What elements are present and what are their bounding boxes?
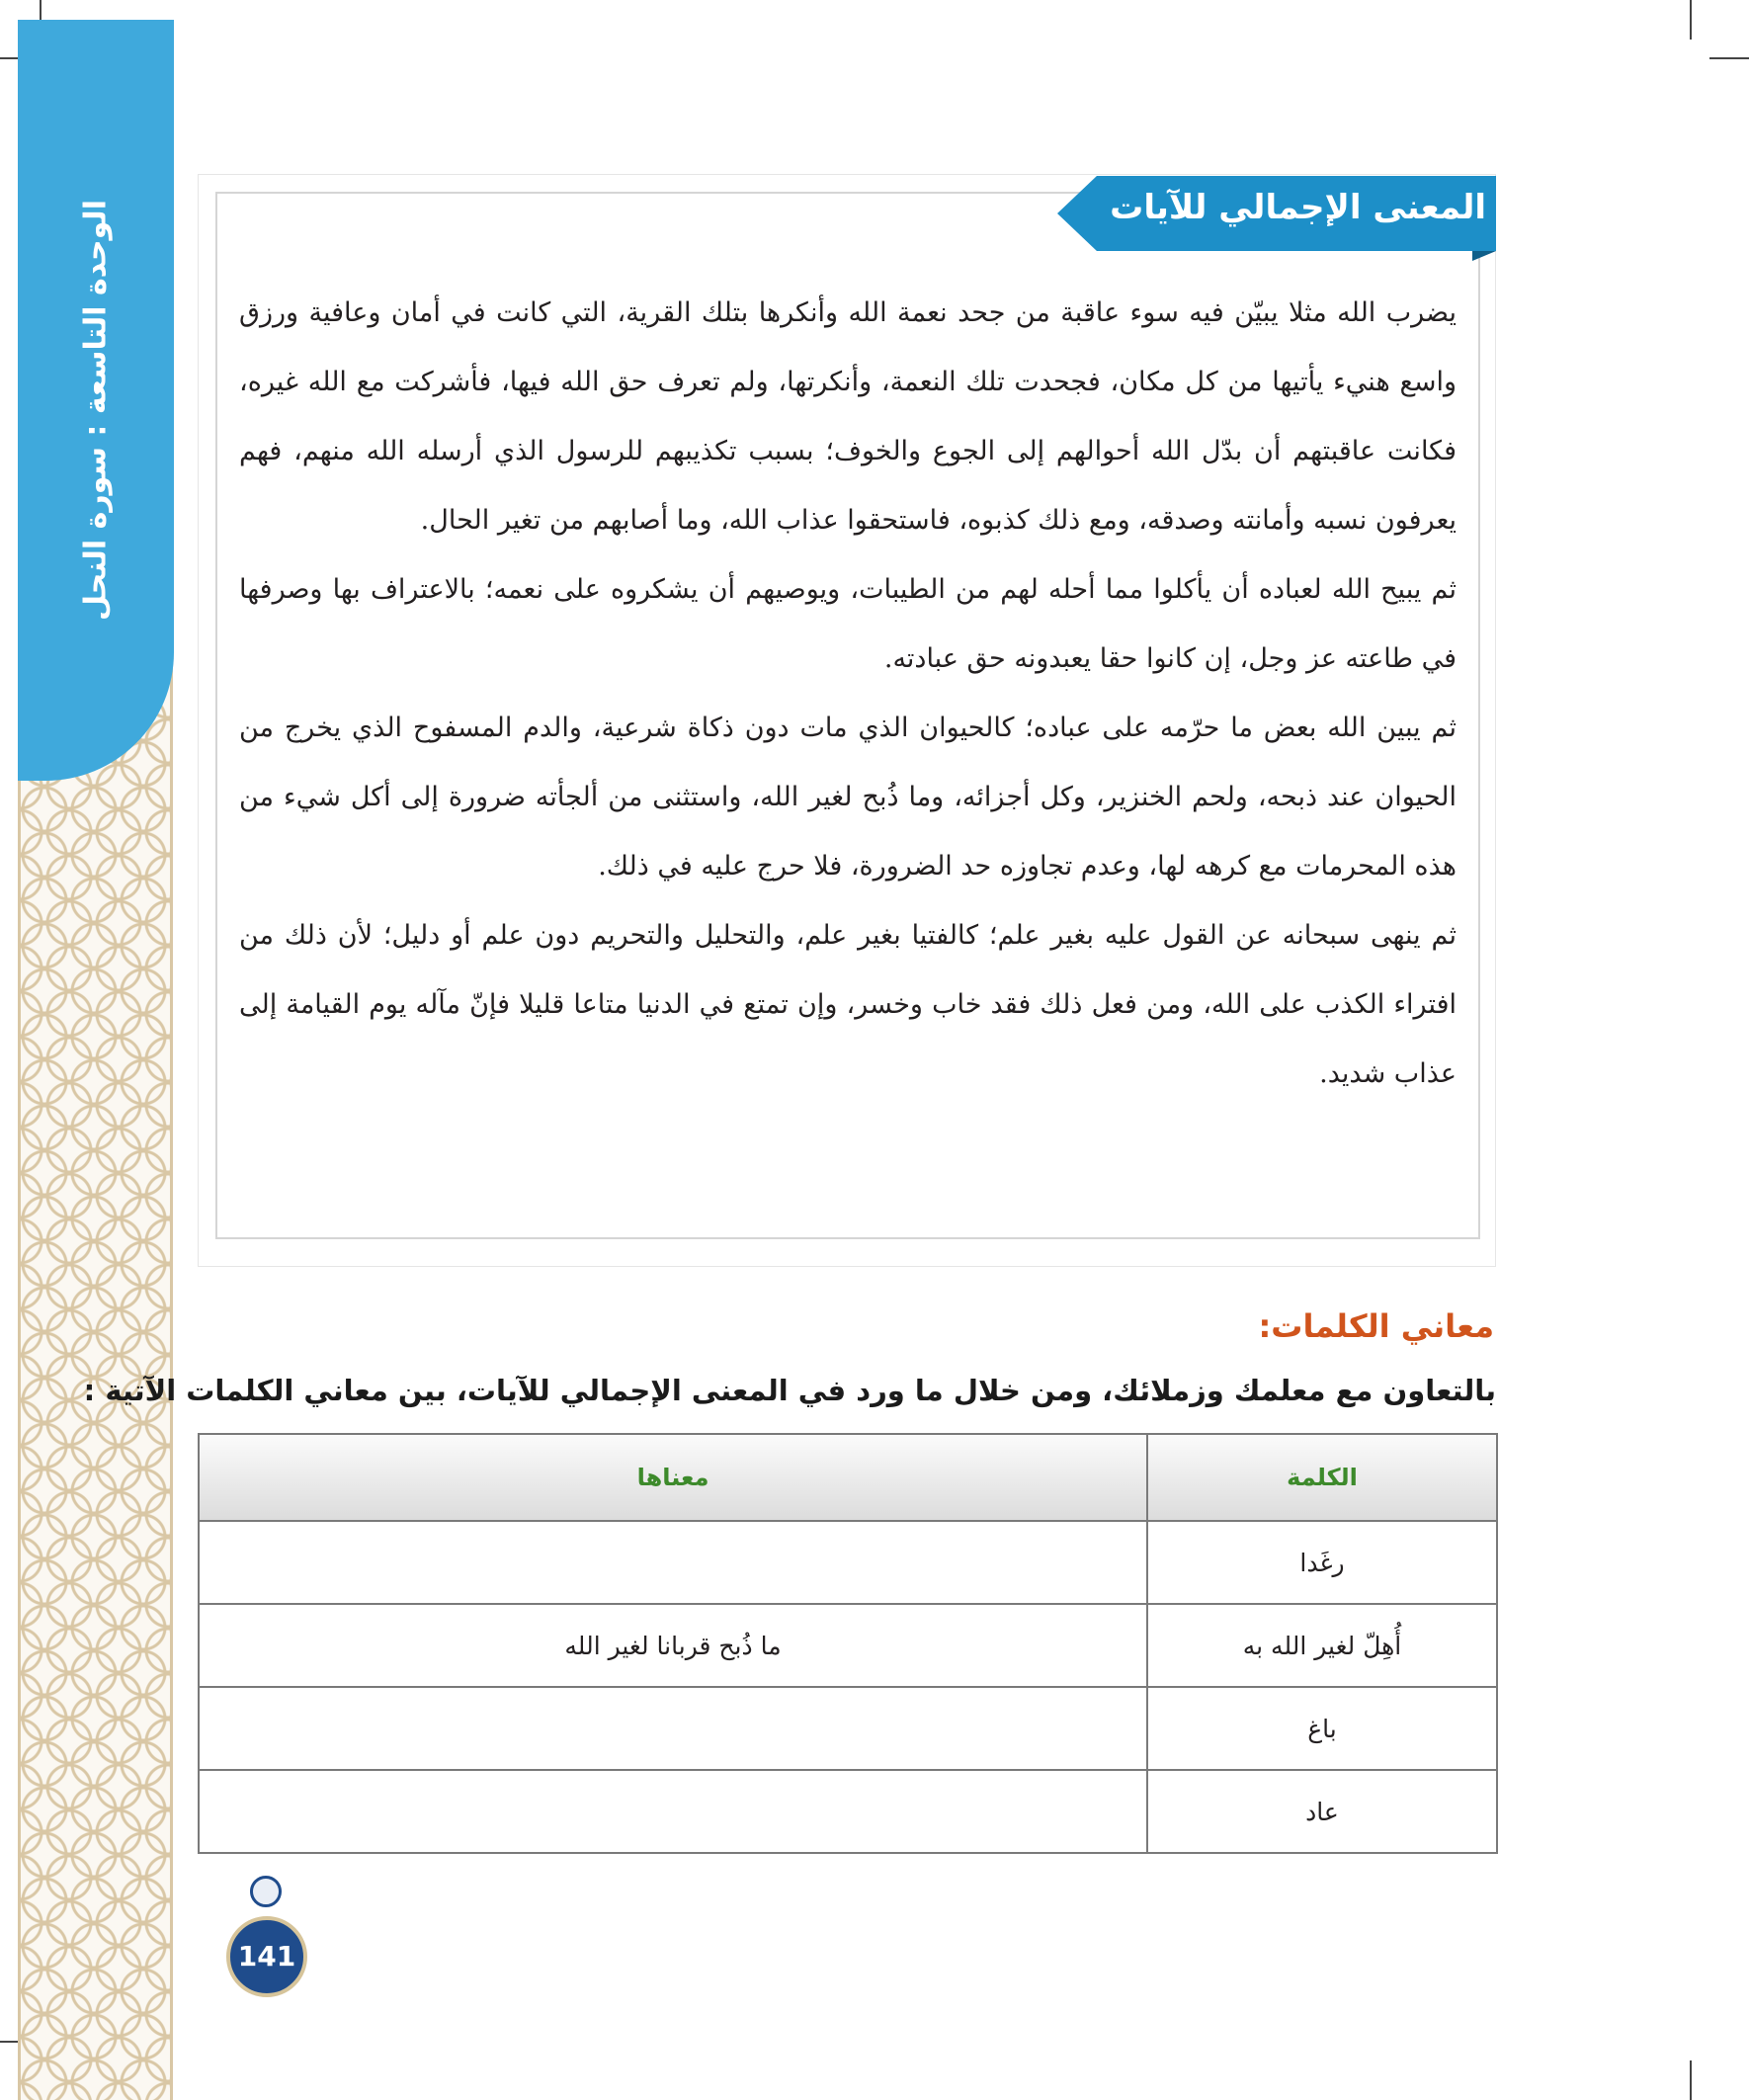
- meaning-cell[interactable]: [199, 1687, 1147, 1770]
- paragraph: ثم يبين الله بعض ما حرّمه على عباده؛ كالحيوان الذي مات دون ذكاة شرعية، والدم المسفوح الذي يخرج من الحيوان عند ذبحه، ولحم الخنزير، وكل أجزائه، وما ذُبح لغير الله، واستثنى من ألجأته ضرورة إلى أكل شيء من هذه المحرمات مع كرهه لها، وعدم تجاوزه حد الضرورة، فلا حرج عليه في ذلك.: [239, 713, 1457, 882]
- word-cell: رغَدا: [1147, 1521, 1497, 1604]
- word-cell: أُهِلّ لغير الله به: [1147, 1604, 1497, 1687]
- crop-mark: [1709, 57, 1749, 59]
- page-number: 141: [226, 1916, 307, 1997]
- table-row: [199, 1687, 1497, 1770]
- section-title: المعنى الإجمالي للآيات: [1110, 188, 1486, 227]
- crop-mark: [1690, 0, 1692, 40]
- meaning-cell[interactable]: [199, 1521, 1147, 1604]
- crop-mark: [1690, 2060, 1692, 2100]
- word-cell: باغ: [1147, 1687, 1497, 1770]
- vocabulary-table: [198, 1433, 1498, 1854]
- meaning-cell[interactable]: ما ذُبح قربانا لغير الله: [199, 1604, 1147, 1687]
- table-row: [199, 1521, 1497, 1604]
- header-meaning: معناها: [199, 1434, 1147, 1521]
- section-body: [239, 279, 1457, 1109]
- section-header-fold: [1472, 251, 1496, 261]
- table-header-row: [199, 1434, 1497, 1521]
- unit-title: الوحدة التاسعة : سورة النحل: [78, 200, 114, 621]
- emblem-icon: [250, 1876, 282, 1907]
- table-row: [199, 1770, 1497, 1853]
- paragraph: ثم ينهى سبحانه عن القول عليه بغير علم؛ كالفتيا بغير علم، والتحليل والتحريم دون علم أو دليل؛ لأن ذلك من افتراء الكذب على الله، ومن فعل ذلك فقد خاب وخسر، وإن تمتع في الدنيا متاعا قليلا فإنّ مآله يوم القيامة إلى عذاب شديد.: [239, 920, 1457, 1089]
- table-row: [199, 1604, 1497, 1687]
- paragraph: يضرب الله مثلا يبيّن فيه سوء عاقبة من جحد نعمة الله وأنكرها بتلك القرية، التي كانت في أمان وعافية ورزق واسع هنيء يأتيها من كل مكان، فجحدت تلك النعمة، وأنكرتها، ولم تعرف حق الله فيها، فأشركت مع الله غيره، فكانت عاقبتهم أن بدّل الله أحوالهم إلى الجوع والخوف؛ بسبب تكذيبهم للرسول الذي أرسله الله منهم، فهم يعرفون نسبه وأمانته وصدقه، ومع ذلك كذبوه، فاستحقوا عذاب الله، وما أصابهم من تغير الحال.: [239, 297, 1457, 536]
- header-word: الكلمة: [1147, 1434, 1497, 1521]
- vocabulary-title: معاني الكلمات:: [1258, 1307, 1494, 1345]
- vocabulary-instruction: بالتعاون مع معلمك وزملائك، ومن خلال ما ورد في المعنى الإجمالي للآيات، بين معاني الكلمات الآتية :: [83, 1374, 1496, 1407]
- meaning-cell[interactable]: [199, 1770, 1147, 1853]
- paragraph: ثم يبيح الله لعباده أن يأكلوا مما أحله لهم من الطيبات، ويوصيهم أن يشكروه على نعمه؛ بالاعتراف بها وصرفها في طاعته عز وجل، إن كانوا حقا يعبدونه حق عبادته.: [239, 574, 1457, 674]
- word-cell: عاد: [1147, 1770, 1497, 1853]
